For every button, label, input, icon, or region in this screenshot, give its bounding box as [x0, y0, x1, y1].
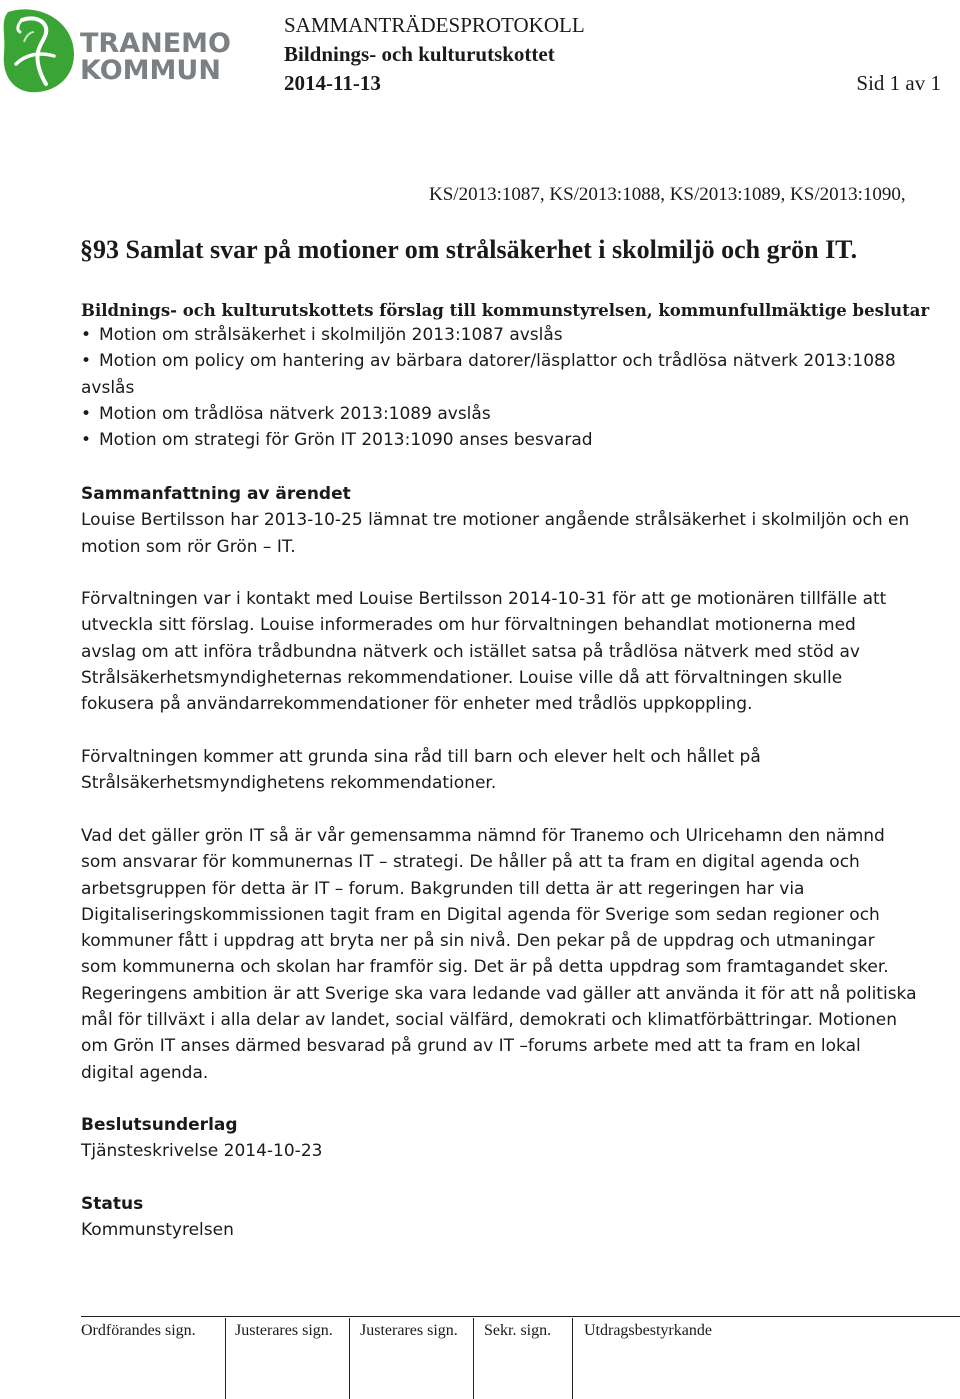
meeting-date: 2014-11-13: [284, 71, 381, 95]
summary-section: [81, 481, 931, 560]
proposal-intro: Bildnings- och kulturutskottets förslag till kommunstyrelsen, kommunfullmäktige beslutar: [81, 301, 930, 320]
bullet: •: [81, 351, 92, 372]
decision-text: Motion om policy om hantering av bärbara datorer/läsplattor och trådlösa nätverk 2013:1088: [99, 351, 896, 372]
basis-heading: Beslutsunderlag: [81, 1115, 238, 1135]
bullet: •: [81, 430, 92, 451]
signature-secretary: Sekr. sign.: [484, 1322, 552, 1339]
page-number: Sid 1 av 1: [856, 71, 941, 95]
summary-heading: Sammanfattning av ärendet: [81, 484, 351, 504]
text-line: motion som rör Grön – IT.: [81, 536, 296, 557]
case-reference: KS/2013:1087, KS/2013:1088, KS/2013:1089, KS/2013:1090,: [429, 184, 906, 205]
footer-rule: [81, 1316, 960, 1317]
text-line: Regeringens ambition är att Sverige ska vara ledande vad gäller att använda it för att nå politiska: [81, 983, 917, 1004]
text-line: Förvaltningen kommer att grunda sina råd till barn och elever helt och hållet på: [81, 747, 761, 767]
summary-paragraph: [81, 744, 931, 797]
basis-text: Tjänsteskrivelse 2014-10-23: [81, 1141, 323, 1162]
paragraph-heading: §93 Samlat svar på motioner om strålsäkerhet i skolmiljö och grön IT.: [80, 235, 858, 264]
signature-divider: [473, 1318, 474, 1399]
decision-item-continuation: [81, 375, 911, 401]
committee-name: Bildnings- och kulturutskottet: [284, 42, 555, 66]
text-line: fokusera på användarrekommendationer för enheter med trådlös uppkoppling.: [81, 694, 753, 715]
crane-leaf-icon: [0, 2, 78, 98]
decision-item: [81, 401, 911, 427]
text-line: mål för tillväxt i alla delar av landet, social välfärd, demokrati och klimatförbättringar. Motionen: [81, 1010, 898, 1031]
text-line: kommuner fått i uppdrag att bryta ner på sin nivå. Den pekar på de uppdrag och utmaningar: [81, 931, 875, 952]
text-line: digital agenda.: [81, 1062, 209, 1083]
logo-line-2: KOMMUN: [80, 55, 221, 86]
text-line: som ansvarar för kommunernas IT – strategi. De håller på att ta fram en digital agenda och: [81, 852, 860, 873]
decision-item: [81, 322, 911, 348]
signature-adjuster-2: Justerares sign.: [360, 1322, 458, 1339]
text-line: Strålsäkerhetsmyndigheternas rekommendationer. Louise ville då att förvaltningen skulle: [81, 667, 843, 688]
decision-text: Motion om strategi för Grön IT 2013:1090 anses besvarad: [99, 430, 593, 451]
text-line: Louise Bertilsson har 2013-10-25 lämnat tre motioner angående strålsäkerhet i skolmiljön och en: [81, 510, 910, 531]
text-line: utveckla sitt förslag. Louise informerades om hur förvaltningen behandlat motionerna med: [81, 615, 856, 636]
decision-text: avslås: [81, 377, 135, 398]
text-line: avslag om att införa trådbundna nätverk och istället satsa på trådlösa nätverk med stöd av: [81, 641, 860, 662]
status-section: [81, 1191, 931, 1244]
decision-text: Motion om trådlösa nätverk 2013:1089 avslås: [99, 403, 491, 424]
status-heading: Status: [81, 1194, 144, 1214]
text-line: om Grön IT anses därmed besvarad på grund av IT –forums arbete med att ta fram en lokal: [81, 1036, 861, 1057]
signature-divider: [572, 1318, 573, 1399]
decision-list: [81, 322, 911, 453]
text-line: arbetsgruppen för detta är IT – forum. Bakgrunden till detta är att regeringen har via: [81, 878, 805, 899]
decision-item: [81, 427, 911, 453]
status-text: Kommunstyrelsen: [81, 1220, 234, 1241]
text-line: Strålsäkerhetsmyndighetens rekommendationer.: [81, 773, 497, 794]
signature-extract-certification: Utdragsbestyrkande: [584, 1322, 712, 1339]
signature-chairman: Ordförandes sign.: [81, 1322, 196, 1339]
text-line: som kommunerna och skolan har framför sig. Det är på detta uppdrag som framtagandet sker.: [81, 957, 889, 978]
signature-divider: [225, 1318, 226, 1399]
summary-paragraph: [81, 823, 931, 1086]
text-line: Vad det gäller grön IT så är vår gemensamma nämnd för Tranemo och Ulricehamn den nämnd: [81, 826, 885, 846]
text-line: Digitaliseringskommissionen tagit fram en Digital agenda för Sverige som sedan regioner och: [81, 904, 880, 925]
document-title: SAMMANTRÄDESPROTOKOLL: [284, 13, 585, 37]
tranemo-kommun-logo: [0, 0, 231, 100]
text-line: Förvaltningen var i kontakt med Louise Bertilsson 2014-10-31 för att ge motionären tillfälle att: [81, 589, 887, 609]
basis-section: [81, 1112, 931, 1165]
decision-item: [81, 348, 911, 374]
summary-paragraph: [81, 586, 931, 717]
logo-line-1: TRANEMO: [80, 28, 231, 59]
signature-adjuster-1: Justerares sign.: [235, 1322, 333, 1339]
signature-divider: [349, 1318, 350, 1399]
decision-text: Motion om strålsäkerhet i skolmiljön 2013:1087 avslås: [99, 325, 563, 345]
bullet: •: [81, 325, 92, 345]
bullet: •: [81, 403, 92, 424]
